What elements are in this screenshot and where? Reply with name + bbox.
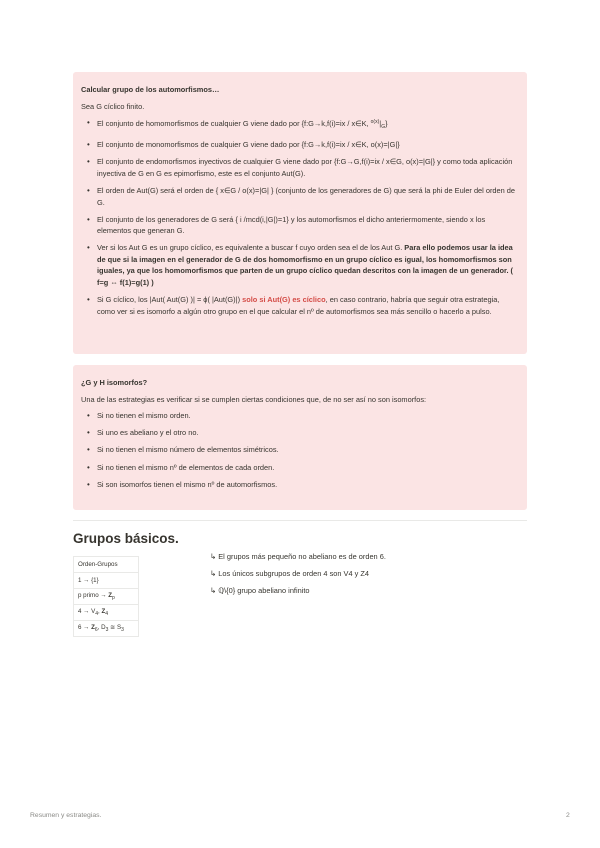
callout-intro: Sea G cíclico finito. [81,101,145,111]
list-item: • Si no tienen el mismo nº de elementos de cada orden. [97,462,517,474]
table-cell [74,589,139,605]
list-item: • Si no tienen el mismo orden. [97,410,517,422]
table-row [74,557,139,573]
cell-text: p primo → [78,592,109,599]
note-item: ↳ ℚ\{0} grupo abeliano infinito [210,586,310,596]
list-item: • Si no tienen el mismo número de elementos simétricos. [97,444,517,456]
list-item: • El orden de Aut(G) será el orden de { x∈G / o(x)=|G| } (conjunto de los generadores de G) que será la phi de Euler del orden de G. [97,185,517,208]
page-number: 2 [566,812,570,819]
subscript: 3 [105,627,109,633]
section-title: Grupos básicos. [73,531,179,546]
note-item: ↳ El grupos más pequeño no abeliano es de orden 6. [210,552,386,561]
list-item: • Si son isomorfos tienen el mismo nº de automorfismos. [97,479,517,491]
table-row [74,605,139,621]
list-item [97,117,517,134]
isomorfos-callout [73,365,527,510]
table-row [74,621,139,637]
groups-table [73,556,139,637]
cell-text: Z [108,592,113,599]
table-cell [74,605,139,621]
subscript: p [112,595,115,601]
list-item [97,242,517,288]
cell-text: 6 → [78,624,92,631]
bullet-list [81,410,517,490]
callout-title: Calcular grupo de los automorfismos… [81,85,220,94]
subscript: 6 [94,627,98,633]
cell-text: 4 → V [78,608,96,615]
table-cell [74,621,139,637]
item-text: , en caso contrario, habría que seguir otra estrategia, como ver si es isomorfo a algún otro grupo en el que calcular el nº de automorfismos sea más sencillo o hacerlo a pulso. [97,295,500,316]
table-cell: Orden-Grupos [74,557,139,573]
cell-text: ≅ S [108,624,122,631]
subscript: 4 [95,611,98,617]
list-item [97,294,517,317]
subscript: 3 [121,627,124,633]
footer-title: Resumen y estrategias. [30,812,102,819]
callout-intro: Una de las estrategias es verificar si se cumplen ciertas condiciones que, de no ser así no son isomorfos: [81,394,427,404]
subscript: G [381,124,386,130]
note-item: ↳ Los únicos subgrupos de orden 4 son V4 y Z4 [210,569,370,579]
highlight-text: solo si Aut(G) es cíclico [242,295,326,305]
item-text: } [385,119,388,128]
cell-text: Z [101,608,106,615]
item-bold-text: Para ello podemos usar la idea de que si la imagen en el generador de G de dos homomorfismo en un grupo cíclico es igual, los homomorfismos son iguales, ya que los homomorfismos que parten de un grupo cíclico quedan descritos con la imagen de un generador. ( f=g ⇔ f(1)=g(1) ) [97,243,514,287]
notes-list [210,551,386,602]
table-cell: 1 → {1} [74,573,139,589]
bullet-list [81,117,517,317]
item-text: El conjunto de homomorfismos de cualquier G viene dado por {f:G→k,f(i)=ix / x∈K, [97,119,371,128]
subscript: 4 [105,611,108,617]
divider [73,520,527,521]
list-item: • Si uno es abeliano y el otro no. [97,427,517,439]
cell-text: , D [97,624,106,631]
cell-text: , [97,608,102,615]
item-text: Ver si los Aut G es un grupo cíclico, es equivalente a buscar f cuyo orden sea el de los Aut G. [97,243,405,253]
list-item: • El conjunto de los generadores de G será { i /mcd(i,|G|)=1} y los automorfismos el dicho anteriermomente, siendo x los elementos que generan G. [97,214,517,237]
table-row [74,573,139,589]
callout-title: ¿G y H isomorfos? [81,378,148,387]
superscript: o(x) [370,119,380,125]
item-text: | [379,119,382,128]
list-item: • El conjunto de monomorfismos de cualquier G viene dado por {f:G→k,f(i)=ix / x∈K, o(x)=|G|} [97,139,517,151]
table-row [74,589,139,605]
item-text: Si G cíclico, los |Aut( Aut(G) )| = ϕ( |Aut(G)|) [97,295,243,305]
list-item: • El conjunto de endomorfismos inyectivos de cualquier G viene dado por {f:G→G,f(i)=ix / x∈G, o(x)=|G|} y como toda aplicación inyectiva de G en G es epimorfismo, este es el conjunto Aut(G). [97,156,517,179]
automorfismos-callout [73,72,527,354]
cell-text: Z [91,624,95,631]
